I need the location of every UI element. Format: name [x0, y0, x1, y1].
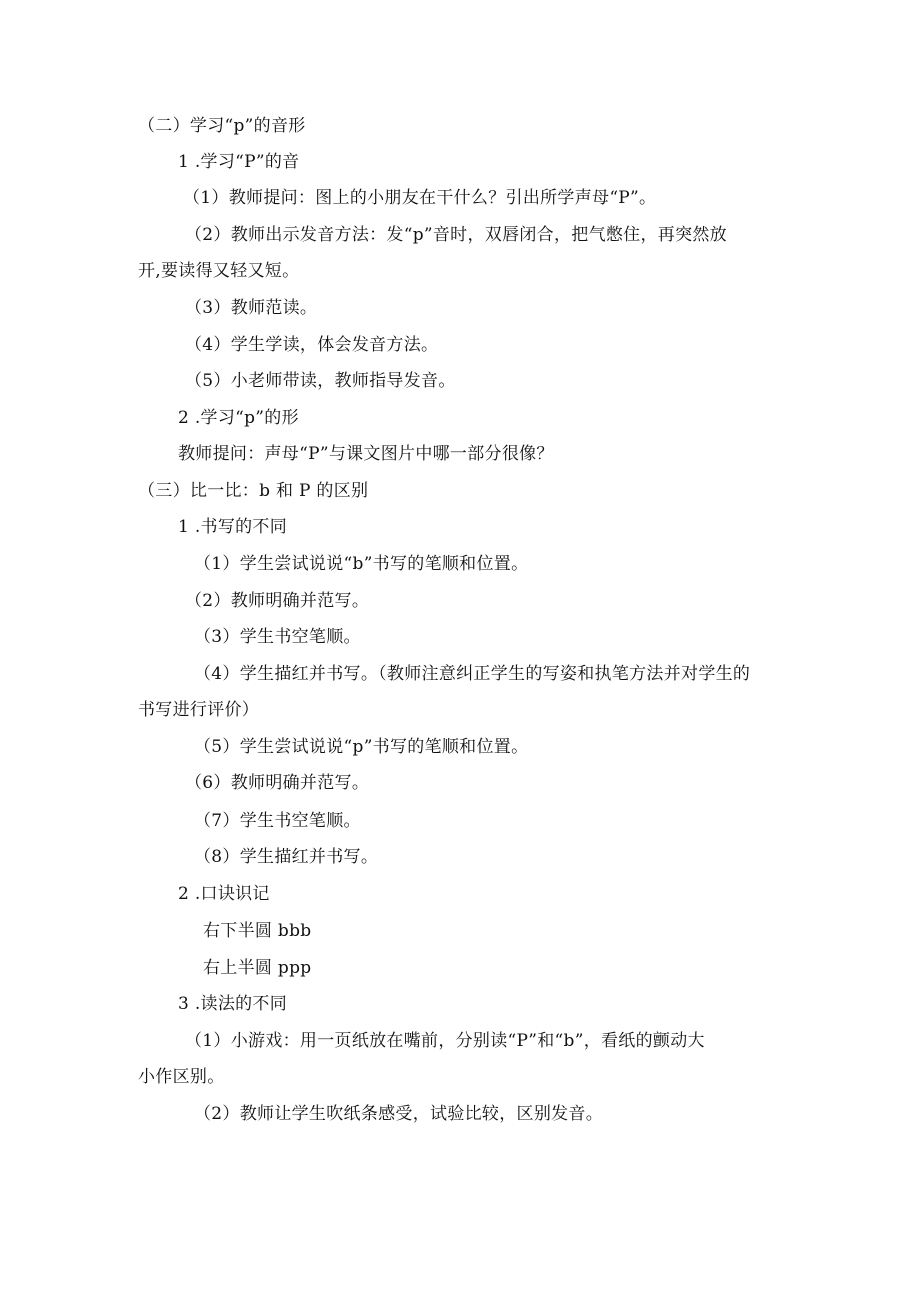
list-item: （3）学生书空笔顺。	[194, 627, 361, 647]
list-item-continuation: 开,要读得又轻又短。	[138, 261, 300, 281]
paragraph: 教师提问：声母“P”与课文图片中哪一部分很像？	[178, 444, 554, 464]
list-item: （7）学生书空笔顺。	[194, 811, 361, 831]
list-item: （5）学生尝试说说“p”书写的笔顺和位置。	[194, 737, 529, 757]
subsection-heading: 3 .读法的不同	[178, 994, 288, 1014]
list-item: （1）教师提问：图上的小朋友在干什么？引出所学声母“P”。	[183, 188, 657, 208]
list-item: （1）学生尝试说说“b”书写的笔顺和位置。	[194, 554, 529, 574]
list-item: （3）教师范读。	[185, 298, 318, 318]
section-heading: （三）比一比：b 和 P 的区别	[138, 481, 369, 501]
list-item-continuation: 书写进行评价）	[138, 700, 260, 720]
mnemonic-line: 右上半圆 ppp	[203, 958, 312, 978]
list-item: （2）教师出示发音方法：发“p”音时，双唇闭合，把气憋住，再突然放	[185, 225, 727, 245]
section-heading: （二）学习“p”的音形	[138, 116, 306, 136]
list-item-continuation: 小作区别。	[138, 1067, 225, 1087]
list-item: （6）教师明确并范写。	[185, 773, 370, 793]
mnemonic-line: 右下半圆 bbb	[203, 921, 312, 941]
subsection-heading: 1 .书写的不同	[178, 517, 288, 537]
list-item: （2）教师让学生吹纸条感受，试验比较，区别发音。	[194, 1104, 604, 1124]
subsection-heading: 1 .学习“P”的音	[178, 152, 300, 172]
list-item: （4）学生描红并书写。（教师注意纠正学生的写姿和执笔方法并对学生的	[194, 664, 751, 684]
list-item: （5）小老师带读，教师指导发音。	[185, 371, 456, 391]
list-item: （2）教师明确并范写。	[185, 591, 370, 611]
subsection-heading: 2 .口诀识记	[178, 884, 270, 904]
subsection-heading: 2 .学习“p”的形	[178, 408, 299, 428]
list-item: （4）学生学读，体会发音方法。	[185, 335, 439, 355]
list-item: （8）学生描红并书写。	[194, 847, 379, 867]
list-item: （1）小游戏：用一页纸放在嘴前，分别读“P”和“b”，看纸的颤动大	[185, 1031, 705, 1051]
